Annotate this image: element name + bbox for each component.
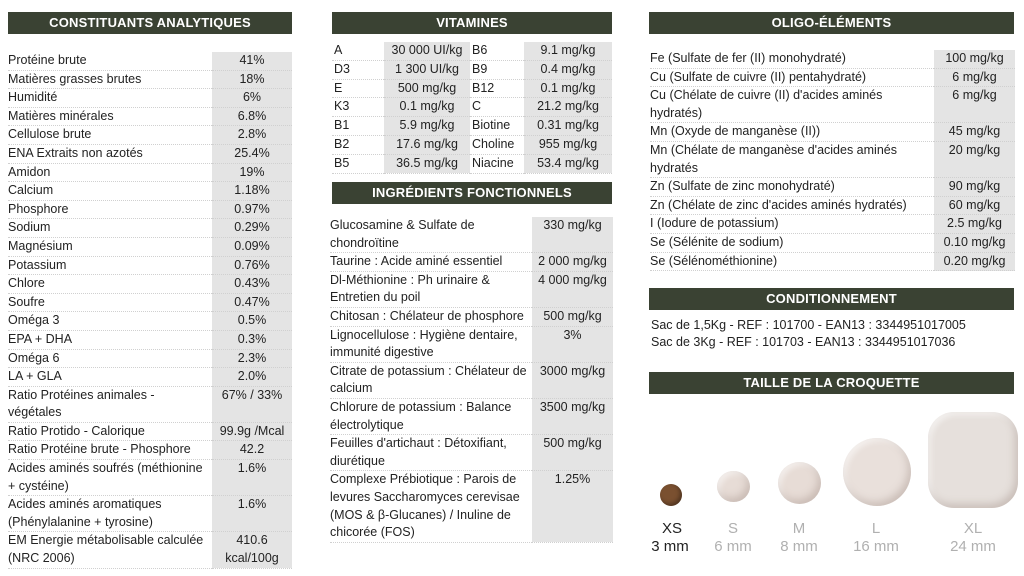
- oligo-value: 2.5 mg/kg: [934, 215, 1015, 234]
- kibble-xl-size: 24 mm: [950, 538, 996, 555]
- analytique-row: [8, 200, 292, 219]
- analytique-label: Potassium: [8, 256, 212, 275]
- fonctionnel-label: Glucosamine & Sulfate de chondroïtine: [330, 217, 532, 253]
- vitamine-row: [332, 117, 612, 136]
- fonctionnel-label: Complexe Prébiotique : Parois de levures Saccharomyces cerevisae (MOS & β-Glucanes) / Inuline de chicorée (FOS): [330, 471, 532, 542]
- analytique-row: [8, 107, 292, 126]
- analytique-value: 2.8%: [212, 126, 292, 145]
- analytique-label: Matières grasses brutes: [8, 70, 212, 89]
- fonctionnel-label: Lignocellulose : Hygiène dentaire, immunité digestive: [330, 326, 532, 362]
- oligo-row: [650, 215, 1015, 234]
- analytique-row: [8, 330, 292, 349]
- vitamine-row: [332, 60, 612, 79]
- oligo-label: Cu (Chélate de cuivre (II) d'acides aminés hydratés): [650, 87, 934, 123]
- analytique-value: 1.6%: [212, 460, 292, 496]
- vitamine-name: A: [332, 42, 384, 60]
- kibble-xs-size: 3 mm: [651, 538, 689, 555]
- vitamine-name: Biotine: [470, 117, 524, 136]
- oligo-value: 0.10 mg/kg: [934, 233, 1015, 252]
- analytique-row: [8, 312, 292, 331]
- analytique-row: [8, 182, 292, 201]
- oligo-table: [650, 50, 1015, 271]
- oligo-row: [650, 252, 1015, 271]
- oligo-label: Mn (Oxyde de manganèse (II)): [650, 123, 934, 142]
- analytique-value: 0.3%: [212, 330, 292, 349]
- analytique-label: EPA + DHA: [8, 330, 212, 349]
- oligo-value: 90 mg/kg: [934, 178, 1015, 197]
- analytique-label: Soufre: [8, 293, 212, 312]
- analytique-row: [8, 144, 292, 163]
- kibble-m-size: 8 mm: [780, 538, 818, 555]
- vitamine-row: [332, 79, 612, 98]
- analytique-value: 18%: [212, 70, 292, 89]
- analytique-label: Chlore: [8, 275, 212, 294]
- oligo-value: 45 mg/kg: [934, 123, 1015, 142]
- analytique-value: 67% / 33%: [212, 386, 292, 422]
- analytique-label: Matières minérales: [8, 107, 212, 126]
- analytique-row: [8, 349, 292, 368]
- analytique-label: Protéine brute: [8, 52, 212, 70]
- analytique-label: Magnésium: [8, 237, 212, 256]
- kibble-m-image: [778, 462, 821, 504]
- fonctionnel-label: Taurine : Acide aminé essentiel: [330, 253, 532, 272]
- analytique-value: 0.43%: [212, 275, 292, 294]
- conditionnement-header: CONDITIONNEMENT: [649, 288, 1014, 310]
- analytique-row: [8, 496, 292, 532]
- vitamine-value: 21.2 mg/kg: [524, 98, 612, 117]
- fonctionnel-row: [330, 307, 613, 326]
- analytique-value: 2.3%: [212, 349, 292, 368]
- vitamine-name: B12: [470, 79, 524, 98]
- kibble-xs-image: [660, 484, 682, 506]
- fonctionnel-label: Feuilles d'artichaut : Détoxifiant, diurétique: [330, 435, 532, 471]
- kibble-xl-label: XL: [963, 520, 983, 537]
- analytique-value: 2.0%: [212, 368, 292, 387]
- vitamine-value: 53.4 mg/kg: [524, 154, 612, 173]
- croquette-header: TAILLE DE LA CROQUETTE: [649, 372, 1014, 394]
- kibble-s-size: 6 mm: [714, 538, 752, 555]
- vitamine-value: 0.1 mg/kg: [524, 79, 612, 98]
- analytique-label: Oméga 3: [8, 312, 212, 331]
- vitamine-name: Choline: [470, 135, 524, 154]
- vitamines-header: VITAMINES: [332, 12, 612, 34]
- fonctionnel-value: 1.25%: [532, 471, 613, 542]
- analytique-label: Acides aminés aromatiques (Phénylalanine + tyrosine): [8, 496, 212, 532]
- analytique-label: ENA Extraits non azotés: [8, 144, 212, 163]
- analytique-value: 42.2: [212, 441, 292, 460]
- conditionnement-line-2: Sac de 3Kg - REF : 101703 - EAN13 : 3344951017036: [651, 335, 956, 349]
- vitamine-value: 0.31 mg/kg: [524, 117, 612, 136]
- analytique-label: Amidon: [8, 163, 212, 182]
- analytiques-table: [8, 52, 292, 569]
- conditionnement-line-1: Sac de 1,5Kg - REF : 101700 - EAN13 : 3344951017005: [651, 318, 966, 332]
- analytique-label: Ratio Protéines animales - végétales: [8, 386, 212, 422]
- fonctionnel-value: 500 mg/kg: [532, 307, 613, 326]
- analytique-label: Acides aminés soufrés (méthionine + cystéine): [8, 460, 212, 496]
- analytique-value: 6.8%: [212, 107, 292, 126]
- fonctionnel-value: 330 mg/kg: [532, 217, 613, 253]
- fonctionnel-label: Chlorure de potassium : Balance électrolytique: [330, 398, 532, 434]
- oligo-label: Cu (Sulfate de cuivre (II) pentahydraté): [650, 68, 934, 87]
- vitamine-value: 5.9 mg/kg: [384, 117, 470, 136]
- fonctionnel-value: 2 000 mg/kg: [532, 253, 613, 272]
- vitamine-row: [332, 154, 612, 173]
- fonctionnel-row: [330, 271, 613, 307]
- fonctionnel-row: [330, 398, 613, 434]
- oligo-value: 60 mg/kg: [934, 196, 1015, 215]
- fonctionnel-label: Chitosan : Chélateur de phosphore: [330, 307, 532, 326]
- fonctionnel-value: 3%: [532, 326, 613, 362]
- kibble-l-label: L: [871, 520, 881, 537]
- fonctionnel-row: [330, 217, 613, 253]
- oligo-header: OLIGO-ÉLÉMENTS: [649, 12, 1014, 34]
- analytique-label: Sodium: [8, 219, 212, 238]
- analytique-value: 99.9g /Mcal: [212, 422, 292, 441]
- oligo-row: [650, 68, 1015, 87]
- vitamine-value: 30 000 UI/kg: [384, 42, 470, 60]
- analytique-row: [8, 89, 292, 108]
- oligo-label: Se (Sélénite de sodium): [650, 233, 934, 252]
- vitamine-name: Niacine: [470, 154, 524, 173]
- analytique-row: [8, 275, 292, 294]
- fonctionnel-row: [330, 326, 613, 362]
- vitamine-name: B9: [470, 60, 524, 79]
- analytique-value: 0.5%: [212, 312, 292, 331]
- analytique-row: [8, 52, 292, 70]
- oligo-row: [650, 233, 1015, 252]
- vitamine-row: [332, 42, 612, 60]
- analytique-value: 0.09%: [212, 237, 292, 256]
- analytique-row: [8, 256, 292, 275]
- vitamine-name: C: [470, 98, 524, 117]
- oligo-value: 100 mg/kg: [934, 50, 1015, 68]
- kibble-s-label: S: [727, 520, 738, 537]
- fonctionnel-label: Citrate de potassium : Chélateur de calcium: [330, 362, 532, 398]
- vitamine-name: D3: [332, 60, 384, 79]
- fonctionnels-table: [330, 217, 613, 543]
- vitamine-name: B1: [332, 117, 384, 136]
- fonctionnel-value: 3500 mg/kg: [532, 398, 613, 434]
- fonctionnel-row: [330, 471, 613, 542]
- oligo-value: 6 mg/kg: [934, 87, 1015, 123]
- analytique-value: 0.47%: [212, 293, 292, 312]
- fonctionnel-row: [330, 253, 613, 272]
- analytique-value: 1.18%: [212, 182, 292, 201]
- oligo-label: Zn (Sulfate de zinc monohydraté): [650, 178, 934, 197]
- analytiques-header: CONSTITUANTS ANALYTIQUES: [8, 12, 292, 34]
- fonctionnel-label: Dl-Méthionine : Ph urinaire & Entretien du poil: [330, 271, 532, 307]
- fonctionnel-value: 3000 mg/kg: [532, 362, 613, 398]
- oligo-row: [650, 141, 1015, 177]
- vitamine-name: B5: [332, 154, 384, 173]
- analytique-value: 0.97%: [212, 200, 292, 219]
- vitamine-value: 1 300 UI/kg: [384, 60, 470, 79]
- vitamine-value: 955 mg/kg: [524, 135, 612, 154]
- analytique-row: [8, 70, 292, 89]
- vitamine-name: B6: [470, 42, 524, 60]
- analytique-value: 19%: [212, 163, 292, 182]
- analytique-row: [8, 532, 292, 568]
- oligo-value: 0.20 mg/kg: [934, 252, 1015, 271]
- oligo-row: [650, 87, 1015, 123]
- analytique-label: Calcium: [8, 182, 212, 201]
- analytique-row: [8, 441, 292, 460]
- analytique-row: [8, 368, 292, 387]
- analytique-label: Ratio Protéine brute - Phosphore: [8, 441, 212, 460]
- fonctionnel-row: [330, 362, 613, 398]
- kibble-xs-label: XS: [661, 520, 682, 537]
- analytique-value: 6%: [212, 89, 292, 108]
- vitamine-row: [332, 135, 612, 154]
- analytique-label: LA + GLA: [8, 368, 212, 387]
- kibble-xl-image: [928, 412, 1018, 508]
- oligo-row: [650, 196, 1015, 215]
- vitamine-value: 36.5 mg/kg: [384, 154, 470, 173]
- oligo-value: 20 mg/kg: [934, 141, 1015, 177]
- kibble-m-label: M: [792, 520, 806, 537]
- vitamine-name: K3: [332, 98, 384, 117]
- analytique-value: 25.4%: [212, 144, 292, 163]
- vitamine-value: 0.1 mg/kg: [384, 98, 470, 117]
- analytique-value: 0.29%: [212, 219, 292, 238]
- vitamine-row: [332, 98, 612, 117]
- oligo-row: [650, 50, 1015, 68]
- analytique-label: Phosphore: [8, 200, 212, 219]
- analytique-row: [8, 237, 292, 256]
- oligo-label: I (Iodure de potassium): [650, 215, 934, 234]
- analytique-label: EM Energie métabolisable calculée (NRC 2006): [8, 532, 212, 568]
- oligo-label: Se (Sélénométhionine): [650, 252, 934, 271]
- analytique-row: [8, 163, 292, 182]
- vitamines-table: [332, 42, 612, 174]
- analytique-label: Cellulose brute: [8, 126, 212, 145]
- fonctionnel-value: 4 000 mg/kg: [532, 271, 613, 307]
- analytique-label: Oméga 6: [8, 349, 212, 368]
- analytique-row: [8, 386, 292, 422]
- oligo-row: [650, 123, 1015, 142]
- vitamine-value: 9.1 mg/kg: [524, 42, 612, 60]
- oligo-label: Fe (Sulfate de fer (II) monohydraté): [650, 50, 934, 68]
- kibble-l-image: [843, 438, 911, 506]
- vitamine-value: 500 mg/kg: [384, 79, 470, 98]
- analytique-value: 1.6%: [212, 496, 292, 532]
- analytique-row: [8, 219, 292, 238]
- kibble-l-size: 16 mm: [853, 538, 899, 555]
- analytique-value: 410.6 kcal/100g: [212, 532, 292, 568]
- fonctionnels-header: INGRÉDIENTS FONCTIONNELS: [332, 182, 612, 204]
- kibble-s-image: [717, 471, 750, 502]
- vitamine-name: E: [332, 79, 384, 98]
- analytique-row: [8, 422, 292, 441]
- vitamine-name: B2: [332, 135, 384, 154]
- oligo-value: 6 mg/kg: [934, 68, 1015, 87]
- analytique-value: 0.76%: [212, 256, 292, 275]
- fonctionnel-value: 500 mg/kg: [532, 435, 613, 471]
- fonctionnel-row: [330, 435, 613, 471]
- vitamine-value: 17.6 mg/kg: [384, 135, 470, 154]
- oligo-label: Mn (Chélate de manganèse d'acides aminés hydratés: [650, 141, 934, 177]
- analytique-label: Humidité: [8, 89, 212, 108]
- analytique-value: 41%: [212, 52, 292, 70]
- analytique-row: [8, 460, 292, 496]
- vitamine-value: 0.4 mg/kg: [524, 60, 612, 79]
- analytique-row: [8, 126, 292, 145]
- oligo-label: Zn (Chélate de zinc d'acides aminés hydratés): [650, 196, 934, 215]
- analytique-row: [8, 293, 292, 312]
- analytique-label: Ratio Protido - Calorique: [8, 422, 212, 441]
- oligo-row: [650, 178, 1015, 197]
